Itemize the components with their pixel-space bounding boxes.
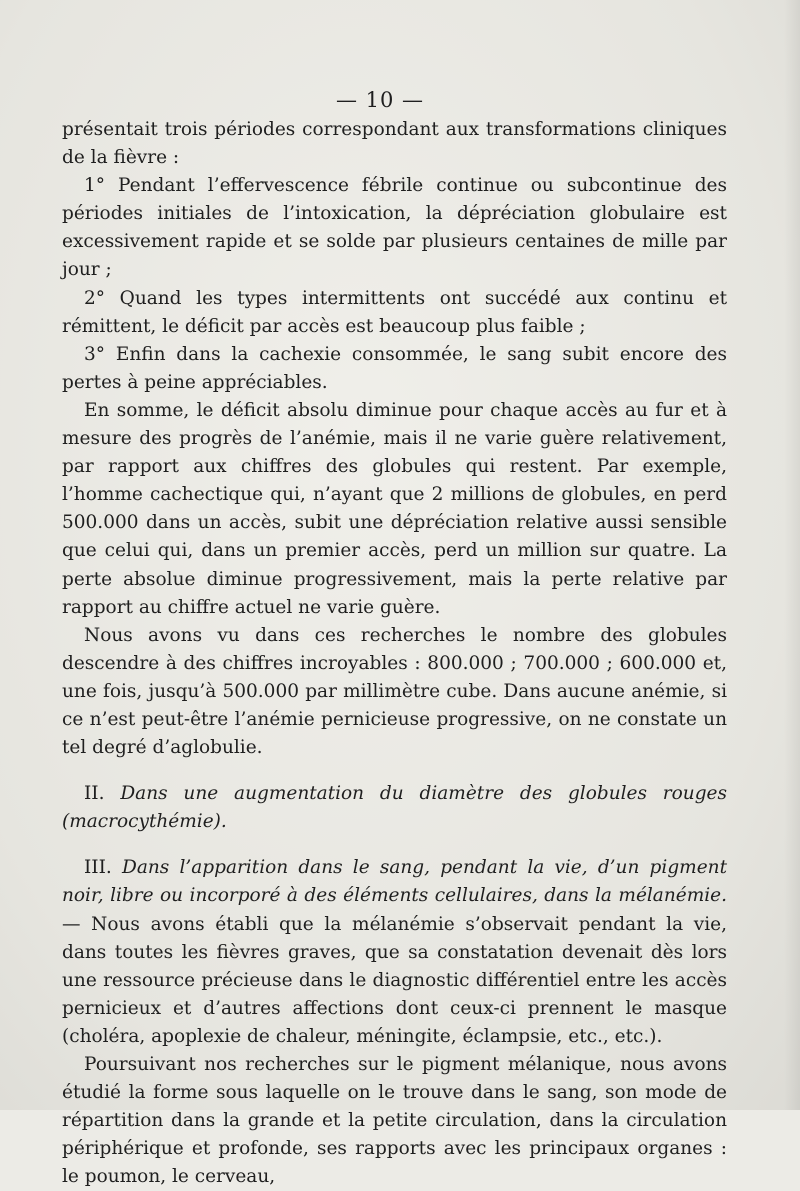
paragraph: présentait trois périodes correspondant aux transformations cliniques de la fièvre :: [62, 119, 727, 169]
section-number: III.: [84, 857, 122, 879]
paragraph: Nous avons vu dans ces recherches le nombre des globules descendre à des chiffres incroyables : 800.000 ; 700.000 ; 600.000 et, une fois, jusqu’à 500.000 par millimètre cube. Dans aucune anémie, si ce n’est peut-être l’anémie pernicieuse progressive, on ne constate un tel degré d’aglobulie.: [62, 624, 727, 759]
paragraph: 3° Enfin dans la cachexie consommée, le sang subit encore des pertes à peine appréciables.: [62, 343, 727, 393]
paragraph: 2° Quand les types intermittents ont succédé aux continu et rémittent, le déficit par accès est beaucoup plus faible ;: [62, 287, 727, 337]
body-text: [62, 116, 727, 1191]
paragraph: En somme, le déficit absolu diminue pour chaque accès au fur et à mesure des progrès de l’anémie, mais il ne varie guère relativement, par rapport aux chiffres des globules qui restent. Par exemple, l’homme cachectique qui, n’ayant que 2 millions de globules, en perd 500.000 dans un accès, subit une dépréciation relative aussi sensible que celui qui, dans un premier accès, perd un million sur quatre. La perte absolue diminue progressivement, mais la perte relative par rapport au chiffre actuel ne varie guère.: [62, 399, 727, 618]
paragraph: 1° Pendant l’effervescence fébrile continue ou subcontinue des périodes initiales de l’intoxication, la dépréciation globulaire est excessivement rapide et se solde par plusieurs centaines de mille par jour ;: [62, 175, 727, 281]
page-edge-shadow: [784, 0, 800, 1110]
section-heading-ii: [62, 780, 727, 836]
page-number: — 10 —: [335, 88, 425, 112]
section-title: Dans l’apparition dans le sang, pendant la vie, d’un pigment noir, libre ou incorporé à des éléments cellulaires, dans la mélanémie.: [62, 857, 728, 907]
section-title: Dans une augmentation du diamètre des globules rouges (macrocythémie).: [62, 783, 727, 833]
section-heading-iii: [62, 854, 727, 1051]
paragraph: Poursuivant nos recherches sur le pigment mélanique, nous avons étudié la forme sous laquelle on le trouve dans le sang, son mode de répartition dans la grande et la petite circulation, dans la circulation périphérique et profonde, ses rapports avec les principaux organes : le poumon, le cerveau,: [62, 1054, 727, 1188]
section-number: II.: [84, 783, 121, 805]
section-body: — Nous avons établi que la mélanémie s’observait pendant la vie, dans toutes les fièvres graves, que sa constatation devenait dès lors une ressource précieuse dans le diagnostic différentiel entre les accès pernicieux et d’autres affections dont ceux-ci prennent le masque (choléra, apoplexie de chaleur, méningite, éclampsie, etc., etc.).: [62, 913, 727, 1047]
